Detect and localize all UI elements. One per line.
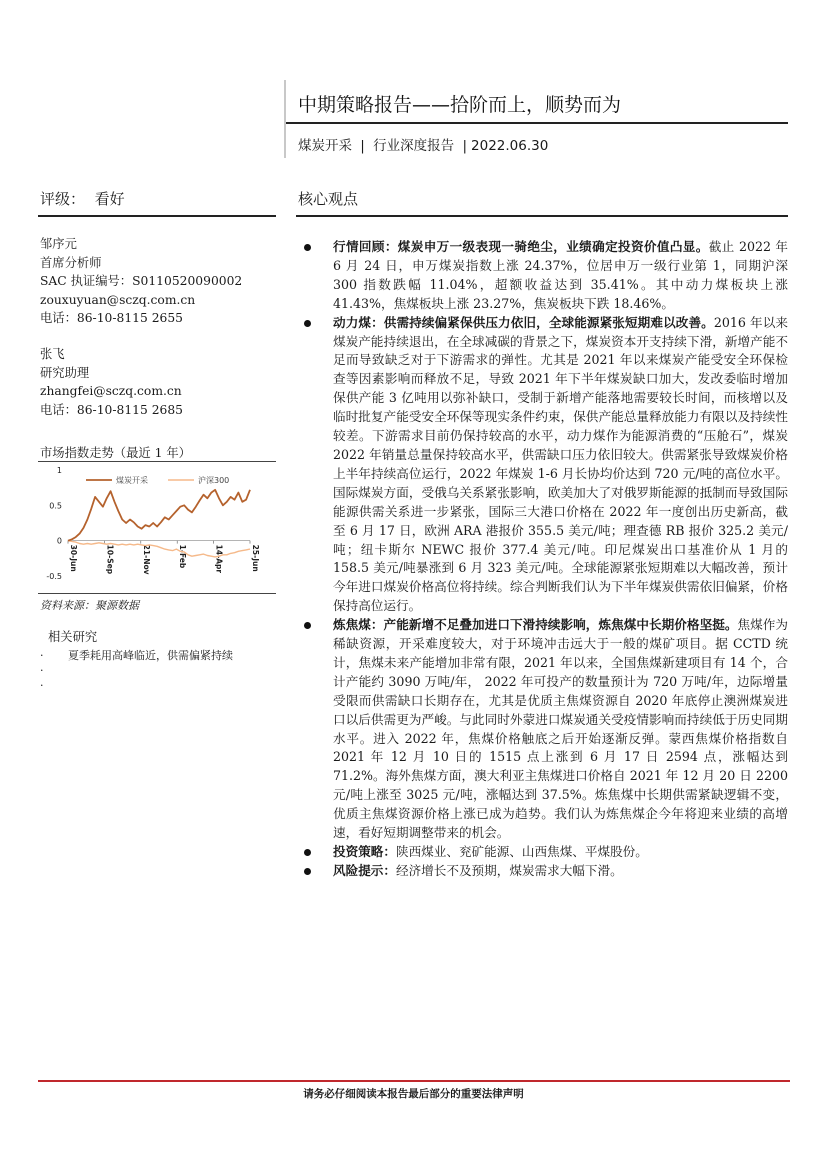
rating (40, 188, 125, 209)
related-item[interactable] (40, 663, 233, 678)
bullet-icon (304, 849, 311, 856)
market-index-chart (38, 464, 276, 592)
core-point-lead: 行情回顾：煤炭申万一级表现一骑绝尘，业绩确定投资价值凸显。 (333, 239, 709, 254)
chart-bottom-rule (38, 593, 276, 594)
x-tick-label: 21-Nov (141, 544, 151, 575)
rating-value: 看好 (94, 190, 125, 208)
related-item-text[interactable]: 夏季耗用高峰临近，供需偏紧持续 (68, 649, 233, 662)
chart-top-rule (38, 461, 276, 462)
core-point-body: 2016 年以来煤炭产能持续退出，在全球减碳的背景之下，煤炭资本开支持续下滑，新增产能不足而导致缺乏对于下游需求的弹性。尤其是 2021 年以来煤炭产能受安全环保检查等因素影响而释放不足，导致 2021 年下半年煤炭缺口加大，发改委临时增加保供产能 3 亿吨用以弥补缺口，受制于新增产能落地需要较长时间，而核增以及临时批复产能受安全环保等现实条件约束，保供产能总量释放能力有限以及持续性较差。下游需求目前仍保持较高的水平，动力煤作为能源消费的“压舱石”，煤炭 2022 年销量总量保持较高水平，供需缺口压力依旧较大。供需紧张导致煤炭价格上半年持续高位运行，2022 年煤炭 1-6 月长协均价达到 720 元/吨的高位水平。国际煤炭方面，受俄乌关系紧张影响，欧美加大了对俄罗斯能源的抵制而导致国际能源供需关系进一步紧张，国际三大港口价格在 2022 年一度创出历史新高，截至 6 月 17 日，欧洲 ARA 港报价 355.5 美元/吨；理查德 RB 报价 325.2 美元/吨；纽卡斯尔 NEWC 报价 377.4 美元/吨。印尼煤炭出口基准价从 1 月的 158.5 美元/吨暴涨到 6 月 323 美元/吨。全球能源紧张短期难以大幅改善，预计今年进口煤炭价格高位将持续。综合判断我们认为下半年煤炭供需依旧偏紧，价格保持高位运行。 (333, 314, 788, 614)
legend-label-hs300: 沪深300 (198, 476, 230, 485)
core-point-body: 陕西煤业、兖矿能源、山西焦煤、平煤股份。 (395, 844, 648, 859)
report-type-label: 行业深度报告 (373, 138, 455, 154)
industry-label: 煤炭开采 (298, 138, 352, 154)
analyst-name: 邹序元 (40, 237, 77, 251)
core-point-lead: 炼焦煤：产能新增不足叠加进口下滑持续影响，炼焦煤中长期价格坚挺。 (333, 617, 738, 633)
rating-rule (38, 215, 276, 217)
list-bullet: · (40, 679, 44, 692)
related-item[interactable] (40, 678, 233, 693)
core-point (300, 843, 788, 862)
x-tick-label: 25-Jun (251, 544, 260, 572)
core-point (300, 238, 788, 314)
analyst-phone: 电话：86-10-8115 2685 (40, 402, 183, 417)
legal-notice: 请务必仔细阅读本报告最后部分的重要法律声明 (303, 1088, 524, 1100)
chart-source: 资料来源：聚源数据 (40, 599, 139, 612)
core-point-lead: 风险提示： (333, 862, 396, 878)
core-point (300, 314, 788, 617)
core-point-lead: 投资策略： (333, 844, 396, 859)
related-research-list (40, 648, 233, 693)
series-line-coal (68, 490, 250, 541)
y-tick-label: 0 (56, 536, 62, 546)
core-point-body: 截止 2022 年 6 月 24 日，申万煤炭指数上涨 24.37%，位居申万一级行业第 1，同期沪深 300 指数跌幅 11.04%，超额收益达到 35.41%。其中动力煤板块上涨 41.43%，焦煤板块上涨 23.27%，焦炭板块下跌 18.46%。 (333, 239, 789, 311)
bullet-icon (304, 622, 311, 629)
core-point-body: 经济增长不及预期，煤炭需求大幅下滑。 (395, 862, 623, 878)
analyst-role: 研究助理 (40, 365, 90, 380)
list-bullet: · (40, 664, 44, 677)
related-item[interactable] (40, 648, 233, 663)
core-point (300, 616, 788, 843)
bullet-icon (304, 244, 311, 251)
analyst-card (40, 235, 242, 328)
x-tick-label: 1-Feb (178, 544, 188, 569)
header-rule (286, 122, 788, 124)
core-point-lead: 动力煤：供需持续偏紧保供压力依旧，全球能源紧张短期难以改善。 (333, 314, 714, 330)
rating-label: 评级： (40, 190, 86, 208)
analyst-sac: SAC 执证编号：S0110520090002 (40, 274, 243, 288)
core-point (300, 862, 788, 881)
related-research-title: 相关研究 (48, 630, 98, 644)
x-tick-label: 30-Jun (69, 544, 78, 572)
subline-separator: | (462, 138, 468, 154)
x-tick-label: 14-Apr (214, 544, 224, 574)
y-tick-label: 0.5 (49, 501, 62, 511)
core-view-list (300, 238, 788, 881)
core-point-body: 焦煤作为稀缺资源，开采难度较大，对于环境冲击远大于一般的煤矿项目。据 CCTD 统计，焦煤未来产能增加非常有限，2021 年以来，全国焦煤新建项目有 14 个，合计产能约 3090 万吨/年， 2022 年可投产的数量预计为 720 万吨/年，边际增量受限而供需缺口长期存在，尤其是优质主焦煤资源自 2020 年底停止澳洲煤炭进口以后供需更为严峻。与此同时外蒙进口煤炭通关受疫情影响而持续低于历史同期水平。进入 2022 年，焦煤价格触底之后开始逐渐反弹。蒙西焦煤价格指数自 2021 年 12 月 10 日的 1515 点上涨到 6 月 17 日 2594 点，涨幅达到 71.2%。海外焦煤方面，澳大利亚主焦煤进口价格自 2021 年 12 月 20 日 2200 元/吨上涨至 3025 元/吨，涨幅达到 37.5%。炼焦煤中长期供需紧缺逻辑不变，优质主焦煤资源价格上涨已成为趋势。我们认为炼焦煤企今年将迎来业绩的高增速，看好短期调整带来的机会。 (333, 617, 789, 841)
y-tick-label: -0.5 (46, 572, 62, 581)
analyst-email[interactable]: zhangfei@sczq.com.cn (40, 384, 182, 398)
chart-title: 市场指数走势（最近 1 年） (40, 446, 191, 460)
legend-label-coal: 煤炭开采 (116, 476, 148, 485)
bullet-icon (304, 868, 311, 875)
analyst-card (40, 345, 183, 419)
report-subline (298, 134, 552, 154)
analyst-name: 张飞 (40, 347, 65, 361)
analyst-email[interactable]: zouxuyuan@sczq.com.cn (40, 292, 196, 307)
y-tick-label: 1 (56, 466, 62, 475)
list-bullet: · (40, 649, 44, 662)
core-view-title: 核心观点 (298, 190, 359, 208)
report-date: 2022.06.30 (471, 138, 549, 154)
core-view-rule (296, 215, 788, 217)
footer-rule (38, 1080, 790, 1082)
analyst-phone: 电话：86-10-8115 2655 (40, 311, 183, 325)
report-title: 中期策略报告——拾阶而上，顺势而为 (298, 94, 622, 116)
analyst-role: 首席分析师 (40, 255, 102, 270)
header-divider (284, 80, 286, 158)
bullet-icon (304, 320, 311, 327)
x-tick-label: 10-Sep (105, 544, 115, 575)
subline-separator: | (360, 138, 365, 154)
